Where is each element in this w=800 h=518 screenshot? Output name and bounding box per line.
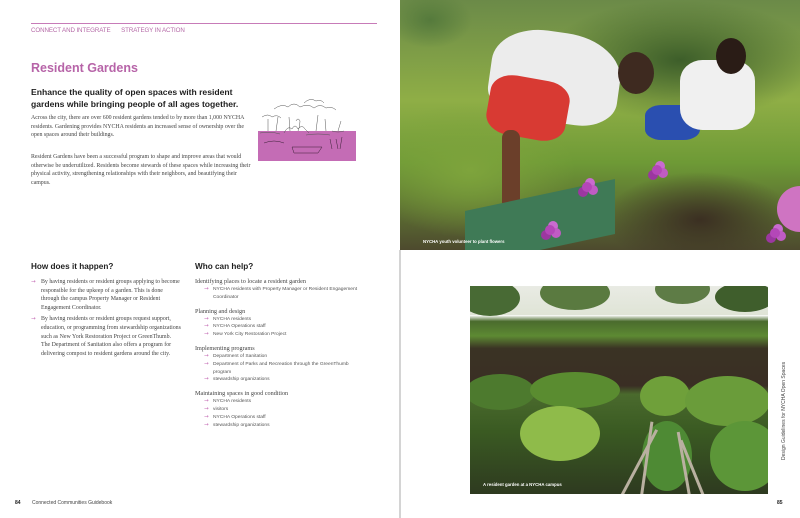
who-item-text: NYCHA Operations staff bbox=[213, 414, 266, 420]
photo-plant bbox=[470, 374, 535, 410]
photo-figure bbox=[502, 130, 520, 210]
photo-flower bbox=[770, 228, 780, 238]
sketch-lines bbox=[256, 91, 356, 161]
who-group-title: Implementing programs bbox=[195, 344, 255, 352]
arrow-right-icon: → bbox=[204, 360, 209, 367]
page-number: 85 bbox=[777, 500, 783, 506]
photo2-caption: A resident garden at a NYCHA campus bbox=[483, 482, 562, 487]
photo-plant bbox=[685, 376, 768, 426]
who-can-help-heading: Who can help? bbox=[195, 262, 254, 271]
who-item-text: New York City Restoration Project bbox=[213, 332, 287, 338]
who-item-text: NYCHA residents bbox=[213, 316, 252, 322]
who-item bbox=[204, 353, 365, 361]
who-item-text: stewardship organizations bbox=[213, 377, 270, 383]
how-item bbox=[31, 315, 181, 358]
who-group-title: Planning and design bbox=[195, 307, 246, 315]
photo-tree bbox=[715, 286, 768, 312]
photo-figure bbox=[716, 38, 746, 74]
page-title: Resident Gardens bbox=[31, 61, 138, 75]
page-number: 84 bbox=[15, 500, 21, 506]
who-item bbox=[204, 422, 365, 430]
who-group-items bbox=[195, 316, 365, 339]
book-title: Connected Communities Guidebook bbox=[31, 500, 113, 506]
photo1-caption: NYCHA youth volunteer to plant flowers bbox=[423, 239, 505, 244]
left-page-footer bbox=[15, 500, 112, 506]
photo-tree bbox=[540, 286, 610, 310]
arrow-right-icon: → bbox=[204, 421, 209, 428]
who-group-title: Maintaining spaces in good condition bbox=[195, 390, 289, 398]
who-group-items bbox=[195, 286, 365, 302]
who-group bbox=[195, 344, 365, 384]
photo-plant bbox=[710, 421, 768, 491]
photo-tree bbox=[655, 286, 710, 304]
who-group bbox=[195, 277, 365, 302]
photo-flower bbox=[652, 165, 662, 175]
arrow-right-icon: → bbox=[204, 376, 209, 383]
breadcrumb-subsection: STRATEGY IN ACTION bbox=[121, 27, 185, 34]
photo-plant bbox=[640, 376, 690, 416]
arrow-right-icon: → bbox=[31, 316, 36, 323]
who-item bbox=[204, 286, 365, 302]
who-item bbox=[204, 414, 365, 422]
photo-plant bbox=[520, 406, 600, 461]
who-item-text: NYCHA residents with Property Manager or Resident Engagement Coordinator bbox=[213, 287, 358, 300]
arrow-right-icon: → bbox=[204, 315, 209, 322]
arrow-right-icon: → bbox=[204, 413, 209, 420]
who-group-items bbox=[195, 398, 365, 429]
who-group bbox=[195, 307, 365, 339]
who-item bbox=[204, 398, 365, 406]
arrow-right-icon: → bbox=[204, 352, 209, 359]
who-item-text: Department of Sanitation bbox=[213, 353, 268, 359]
page-gutter-divider bbox=[399, 250, 401, 518]
arrow-right-icon: → bbox=[31, 279, 36, 285]
garden-sketch-illustration bbox=[256, 91, 356, 161]
arrow-right-icon: → bbox=[204, 398, 209, 405]
photo-flower bbox=[582, 182, 592, 192]
how-does-it-happen-heading: How does it happen? bbox=[31, 262, 114, 271]
who-item-text: Department of Parks and Recreation through the GreenThumb program bbox=[213, 361, 349, 375]
lead-statement: Enhance the quality of open spaces with resident gardens while bringing people of all ages together. bbox=[31, 87, 239, 109]
intro-paragraph: Across the city, there are over 600 resident gardens tended to by more than 1,000 NYCHA residents. Gardening provides NYCHA residents an increased sense of ownership over the open spaces around their buildings. bbox=[31, 115, 245, 139]
photo-flower bbox=[545, 225, 555, 235]
who-group-title: Identifying places to locate a resident garden bbox=[195, 278, 306, 285]
who-item-text: visitors bbox=[213, 406, 229, 412]
who-item bbox=[204, 361, 365, 377]
decorative-pink-circle bbox=[777, 186, 800, 232]
how-item bbox=[31, 278, 181, 312]
breadcrumb bbox=[31, 27, 194, 34]
how-list bbox=[31, 278, 181, 361]
who-item bbox=[204, 323, 365, 331]
who-item bbox=[204, 316, 365, 324]
arrow-right-icon: → bbox=[204, 405, 209, 412]
arrow-right-icon: → bbox=[204, 331, 209, 338]
who-item bbox=[204, 406, 365, 414]
who-item-text: stewardship organizations bbox=[213, 422, 270, 428]
who-group-items bbox=[195, 353, 365, 384]
program-paragraph: Resident Gardens have been a successful program to shape and improve areas that would otherwise be underutilized. Residents become stewards of these spaces while increasing their physical activity, strengthening relationships with their neighbors, and beautifying their campus. bbox=[31, 154, 251, 186]
who-item-text: NYCHA Operations staff bbox=[213, 324, 266, 330]
header-rule bbox=[31, 23, 377, 24]
photo-figure bbox=[618, 52, 654, 94]
who-item-text: NYCHA residents bbox=[213, 399, 252, 405]
photo-tree bbox=[470, 286, 520, 316]
photo-plant bbox=[530, 372, 620, 408]
who-item bbox=[204, 331, 365, 339]
breadcrumb-section: CONNECT AND INTEGRATE bbox=[31, 27, 111, 34]
resident-garden-photo bbox=[470, 286, 768, 494]
running-side-title: Design Guidelines for NYCHA Open Spaces bbox=[781, 361, 787, 460]
right-page bbox=[400, 0, 800, 518]
volunteers-planting-photo bbox=[400, 0, 800, 250]
photo-figure bbox=[680, 60, 755, 130]
who-can-help-list bbox=[195, 277, 365, 434]
arrow-right-icon: → bbox=[204, 323, 209, 330]
how-item-text: By having residents or resident groups request support, education, or programming from stewardship organizations such as New York Restoration Project or GreenThumb. The Department of Sanitation also offers a program for delivering compost to resident gardens around the city. bbox=[41, 316, 181, 357]
who-group bbox=[195, 389, 365, 429]
how-item-text: By having residents or resident groups applying to become responsible for the upkeep of a garden. This is done through the campus Property Manager or Resident Engagement Coordinator. bbox=[41, 279, 180, 311]
arrow-right-icon: → bbox=[204, 286, 209, 292]
who-item bbox=[204, 376, 365, 384]
